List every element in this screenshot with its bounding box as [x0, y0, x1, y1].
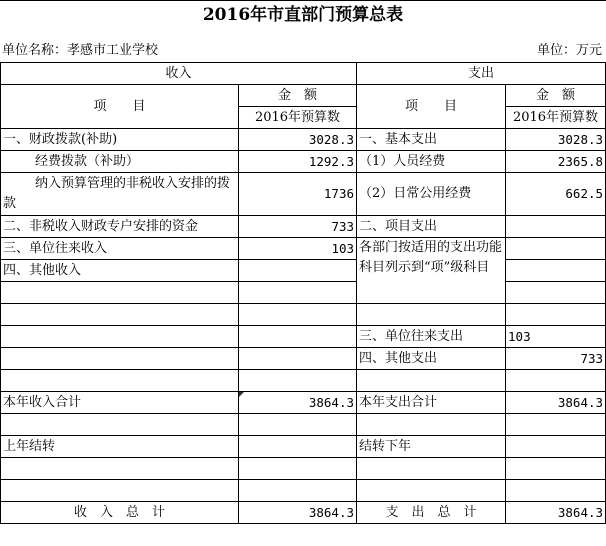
- table-row: [1, 414, 606, 436]
- income-grand-total-label: 收 入 总 计: [1, 502, 239, 524]
- expense-grand-total-label: 支 出 总 计: [357, 502, 506, 524]
- income-header: 收入: [1, 63, 357, 85]
- expense-item-header: 项 目: [357, 85, 506, 129]
- income-amount: [239, 282, 357, 304]
- income-amount: [239, 348, 357, 370]
- income-item: 三、单位往来收入: [1, 238, 239, 260]
- expense-amount: [506, 282, 606, 304]
- income-item-header: 项 目: [1, 85, 239, 129]
- income-item: [1, 282, 239, 304]
- income-item: [1, 458, 239, 480]
- expense-grand-total: 3864.3: [506, 502, 606, 524]
- expense-item: 四、其他支出: [357, 348, 506, 370]
- income-amount: [239, 260, 357, 282]
- prior-year-carryover: 上年结转: [1, 436, 239, 458]
- income-item: 纳入预算管理的非税收入安排的拨款: [1, 173, 239, 216]
- income-amount: [239, 480, 357, 502]
- table-row: [1, 304, 606, 326]
- expense-item: （2）日常公用经费: [357, 173, 506, 216]
- expense-item: 二、项目支出: [357, 216, 506, 238]
- expense-item: [357, 458, 506, 480]
- expense-item: [357, 304, 506, 326]
- expense-amount: [506, 370, 606, 392]
- income-item: [1, 414, 239, 436]
- income-amount: 1736: [239, 173, 357, 216]
- income-subtotal: 3864.3: [239, 392, 357, 414]
- page-title: 2016年市直部门预算总表: [0, 0, 606, 31]
- expense-amount: [506, 238, 606, 260]
- expense-amount: [506, 260, 606, 282]
- expense-amount: [506, 216, 606, 238]
- expense-item: 三、单位往来支出: [357, 326, 506, 348]
- income-amount: [239, 436, 357, 458]
- expense-subtotal-label: 本年支出合计: [357, 392, 506, 414]
- income-amount: [239, 326, 357, 348]
- expense-amount: 662.5: [506, 173, 606, 216]
- table-row: [1, 151, 606, 173]
- income-amount: 103: [239, 238, 357, 260]
- expense-amount: 2365.8: [506, 151, 606, 173]
- income-amount: [239, 370, 357, 392]
- expense-item: 一、基本支出: [357, 129, 506, 151]
- table-row: [1, 260, 606, 282]
- table-row: [1, 370, 606, 392]
- income-grand-total: 3864.3: [239, 502, 357, 524]
- table-row: [1, 216, 606, 238]
- income-amount: [239, 414, 357, 436]
- expense-item: （1）人员经费: [357, 151, 506, 173]
- expense-header: 支出: [357, 63, 606, 85]
- expense-amount: [506, 304, 606, 326]
- income-amount-header: 金 额: [239, 85, 357, 107]
- income-item: [1, 326, 239, 348]
- expense-amount: 3028.3: [506, 129, 606, 151]
- income-amount: 1292.3: [239, 151, 357, 173]
- income-subtotal-label: 本年收入合计: [1, 392, 239, 414]
- income-item: 经费拨款（补助）: [1, 151, 239, 173]
- expense-amount: [506, 414, 606, 436]
- expense-amount: 103: [506, 326, 606, 348]
- income-item: [1, 304, 239, 326]
- income-amount: [239, 304, 357, 326]
- table-row: [1, 436, 606, 458]
- table-row: [1, 480, 606, 502]
- income-item: [1, 480, 239, 502]
- income-item: 一、财政拨款(补助): [1, 129, 239, 151]
- unit-name-label: 单位名称：孝感市工业学校: [2, 43, 159, 58]
- unit-label: 单位：万元: [536, 43, 602, 58]
- table-row: [1, 458, 606, 480]
- income-item: [1, 348, 239, 370]
- expense-year-header: 2016年预算数: [506, 107, 606, 129]
- expense-amount: 733: [506, 348, 606, 370]
- table-row: [1, 282, 606, 304]
- table-row: [1, 392, 606, 414]
- expense-item: [357, 414, 506, 436]
- expense-amount: [506, 458, 606, 480]
- income-item: 二、非税收入财政专户安排的资金: [1, 216, 239, 238]
- table-row: [1, 238, 606, 260]
- expense-amount: [506, 480, 606, 502]
- income-item: [1, 370, 239, 392]
- income-year-header: 2016年预算数: [239, 107, 357, 129]
- income-amount: 3028.3: [239, 129, 357, 151]
- expense-amount-header: 金 额: [506, 85, 606, 107]
- unit-info-row: [0, 40, 606, 62]
- income-amount: 733: [239, 216, 357, 238]
- expense-subtotal: 3864.3: [506, 392, 606, 414]
- expense-item: [357, 480, 506, 502]
- table-row: [1, 348, 606, 370]
- income-amount: [239, 458, 357, 480]
- table-row: [1, 129, 606, 151]
- expense-amount: [506, 436, 606, 458]
- table-row: [1, 173, 606, 216]
- income-item: 四、其他收入: [1, 260, 239, 282]
- table-row: [1, 326, 606, 348]
- carry-forward: 结转下年: [357, 436, 506, 458]
- table-row: [1, 502, 606, 524]
- expense-item: [357, 370, 506, 392]
- expense-item: 各部门按适用的支出功能科目列示到“项”级科目: [357, 238, 506, 304]
- budget-table: [0, 62, 606, 524]
